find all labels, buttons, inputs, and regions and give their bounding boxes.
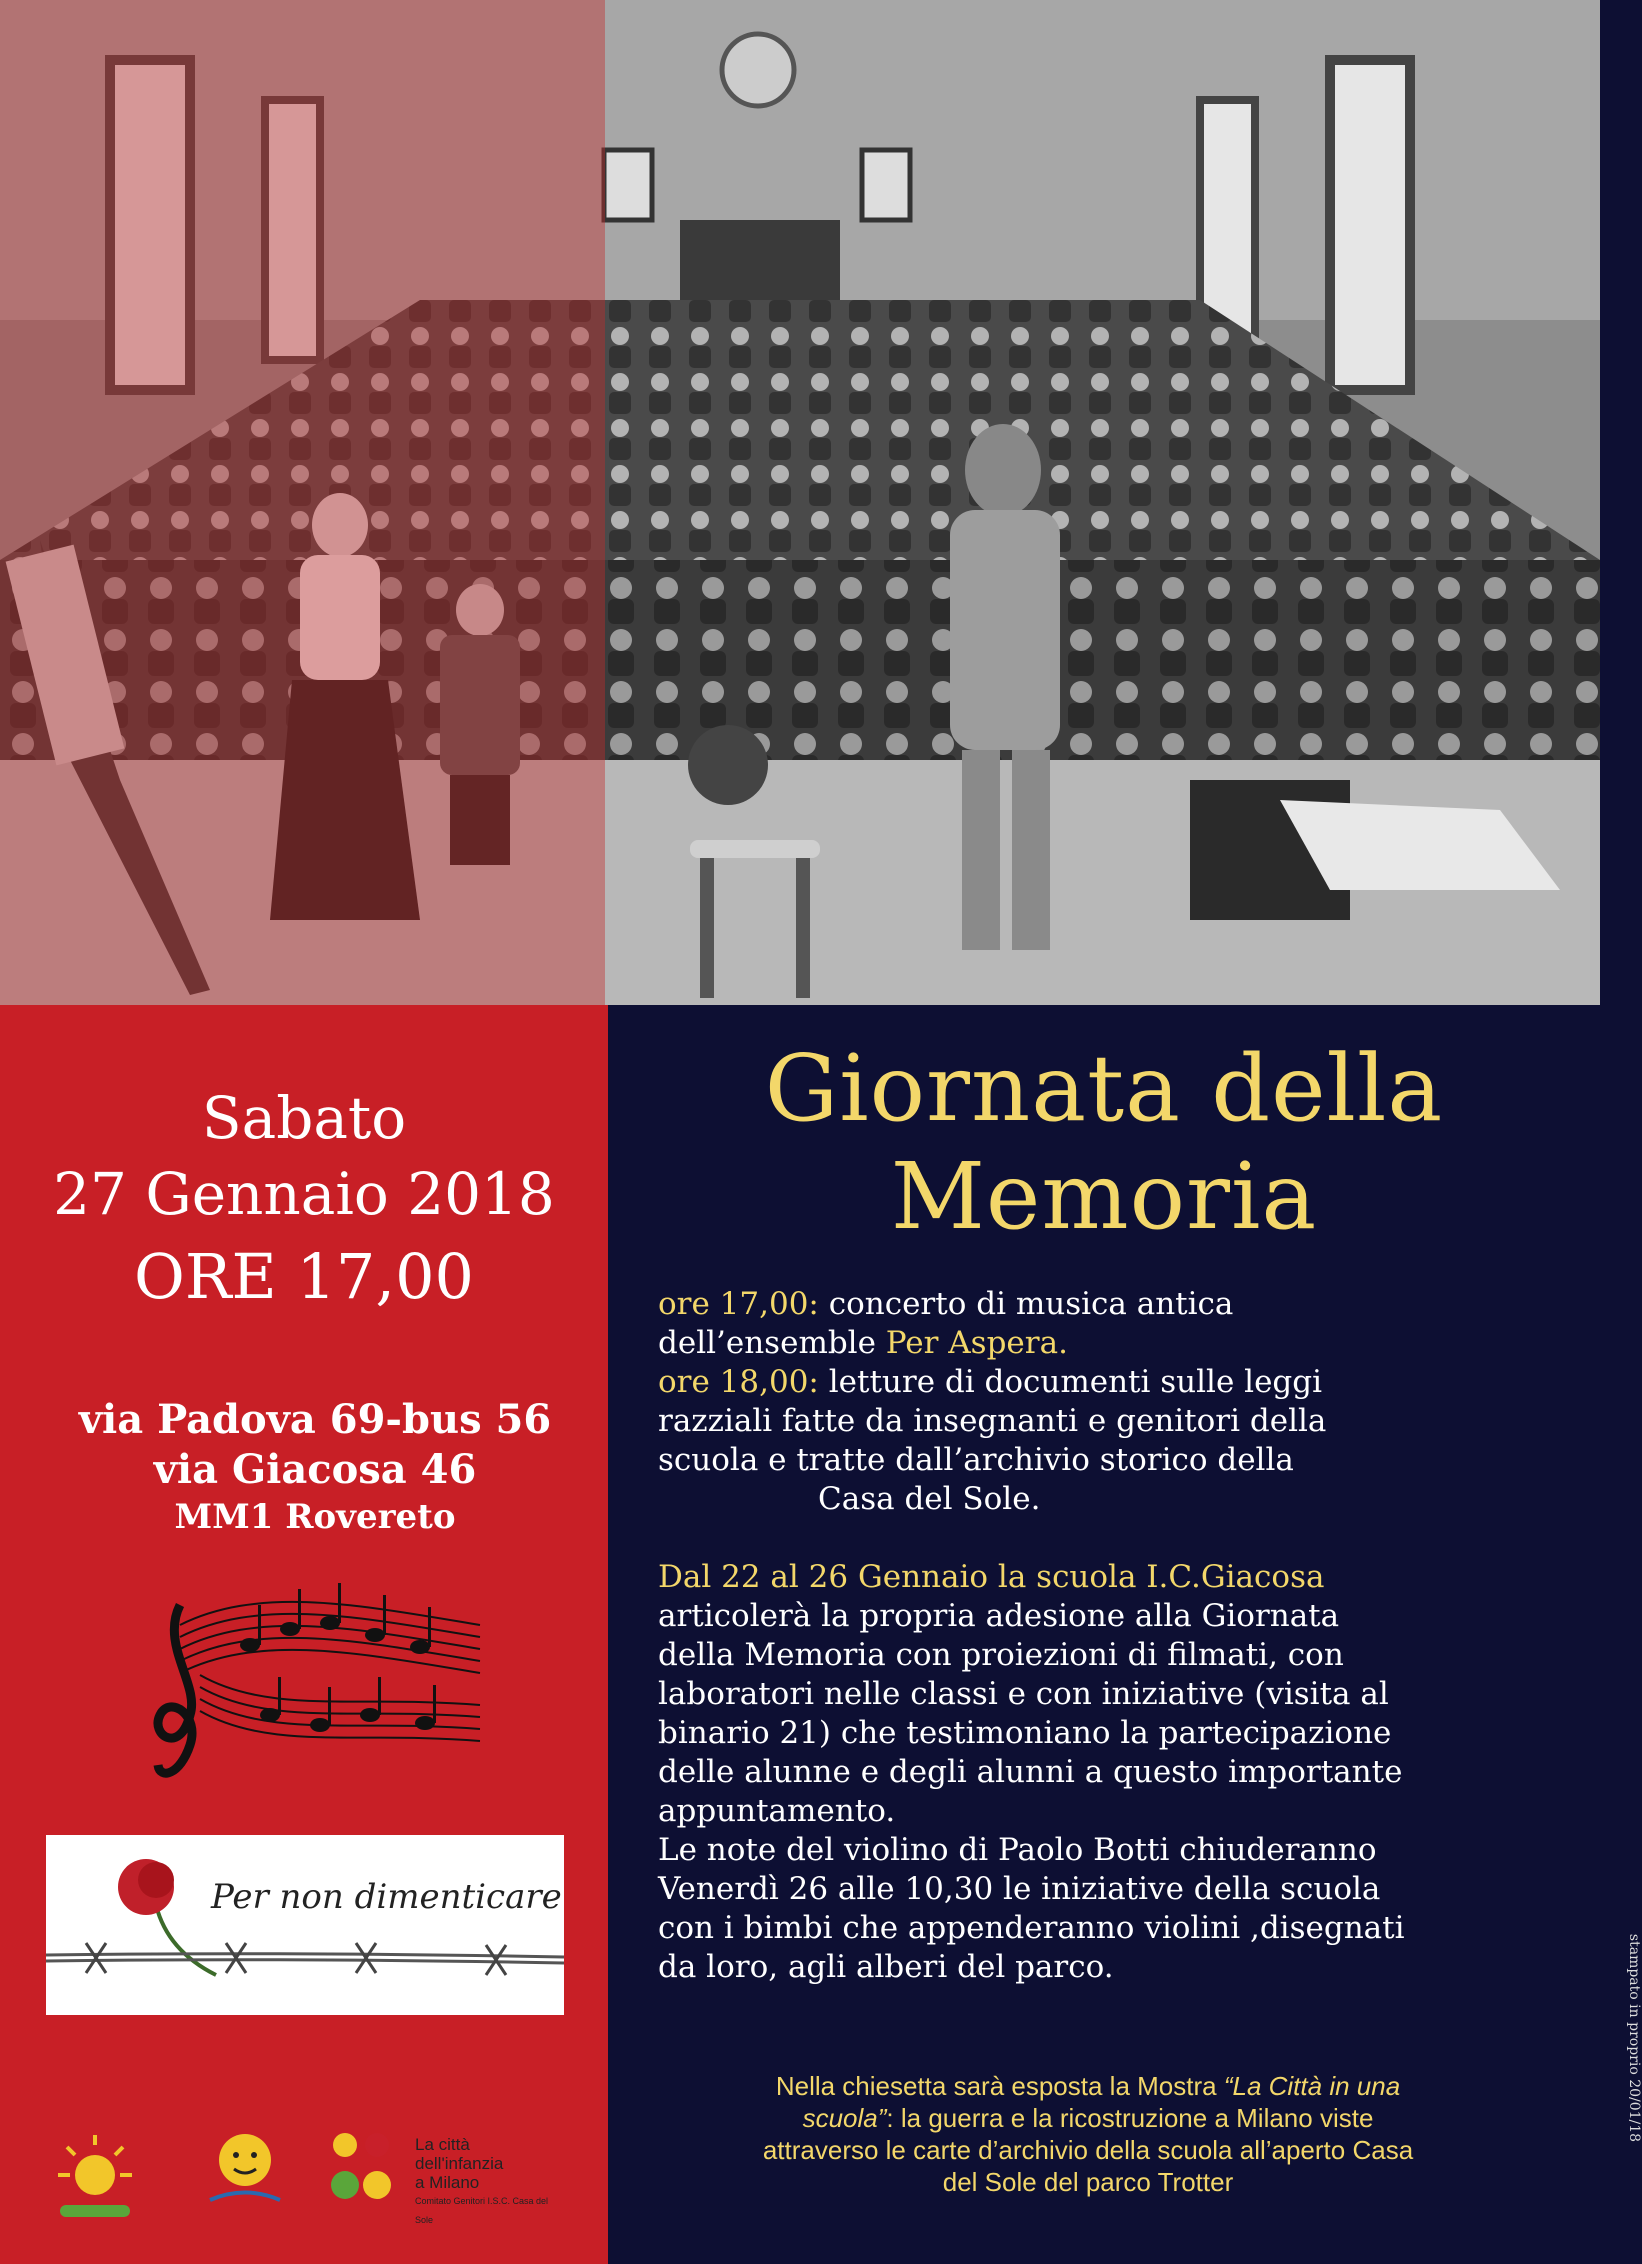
program-item-readings: ore 18,00: letture di documenti sulle leggi	[658, 1364, 1323, 1400]
logo-caption: La città dell'infanzia a Milano Comitato Genitori I.S.C. Casa del Sole	[415, 2135, 549, 2225]
banner-text: Per non dimenticare	[211, 1877, 562, 1917]
sponsor-logos	[40, 2105, 560, 2235]
print-stamp: stampato in proprio 20/01/18	[1625, 1933, 1642, 2143]
rose-barbed-wire-icon	[46, 1835, 564, 2015]
violin-note: Le note del violino di Paolo Botti chiuderanno	[658, 1832, 1377, 1868]
children-logo-icon	[200, 2105, 290, 2225]
event-date: 27 Gennaio 2018	[53, 1160, 555, 1228]
program-panel	[608, 1005, 1642, 2264]
historical-photo	[0, 0, 1600, 1005]
event-time: ORE 17,00	[134, 1240, 474, 1313]
event-day: Sabato	[201, 1084, 407, 1152]
casa-del-sole-logo-icon	[40, 2105, 150, 2225]
ensemble-name: Per Aspera.	[885, 1325, 1068, 1361]
title-line-1: Giornata della	[764, 1035, 1444, 1142]
event-datetime	[0, 1080, 608, 1322]
address-line-2: via Giacosa 46	[153, 1446, 477, 1493]
address-line-3: MM1 Rovereto	[174, 1497, 456, 1537]
smiley-logo-icon	[325, 2105, 405, 2215]
program-item-concert: ore 17,00: concerto di musica antica	[658, 1286, 1234, 1322]
program-text: ore 17,00: concerto di musica antica dell’ensemble Per Aspera. ore 18,00: letture di documenti sulle leggi razziali fatte da insegnanti e genitori della scuola e tratte dall’archivio storico della Casa del Sole. Dal 22 al 26 Gennaio la scuola I.C.Giacosa articolerà la propria adesione alla Giornata della Memoria con proiezioni di filmati, con laboratori nelle classi e con iniziative (visita al binario 21) che testimoniano la partecipazione delle alunne e degli alunni a questo importante appuntamento. Le note del violino di Paolo Botti chiuderanno Venerdì 26 alle 10,30 le iniziative della scuola con i bimbi che appenderanno violini ,disegnati da loro, agli alberi del parco.	[658, 1285, 1488, 1987]
remembrance-banner	[46, 1835, 564, 2015]
address-line-1: via Padova 69-bus 56	[78, 1396, 552, 1443]
school-intro: Dal 22 al 26 Gennaio la scuola I.C.Giacosa	[658, 1559, 1325, 1595]
info-panel	[0, 1005, 608, 2264]
page-title	[608, 1035, 1600, 1251]
music-notes-icon	[140, 1565, 500, 1795]
title-line-2: Memoria	[890, 1143, 1318, 1250]
event-address	[0, 1395, 630, 1539]
exhibition-note: Nella chiesetta sarà esposta la Mostra “La Città in una scuola”: la guerra e la ricostruzione a Milano viste attraverso le carte d’archivio della scuola all’aperto Casa del Sole del parco Trotter	[762, 2071, 1414, 2197]
